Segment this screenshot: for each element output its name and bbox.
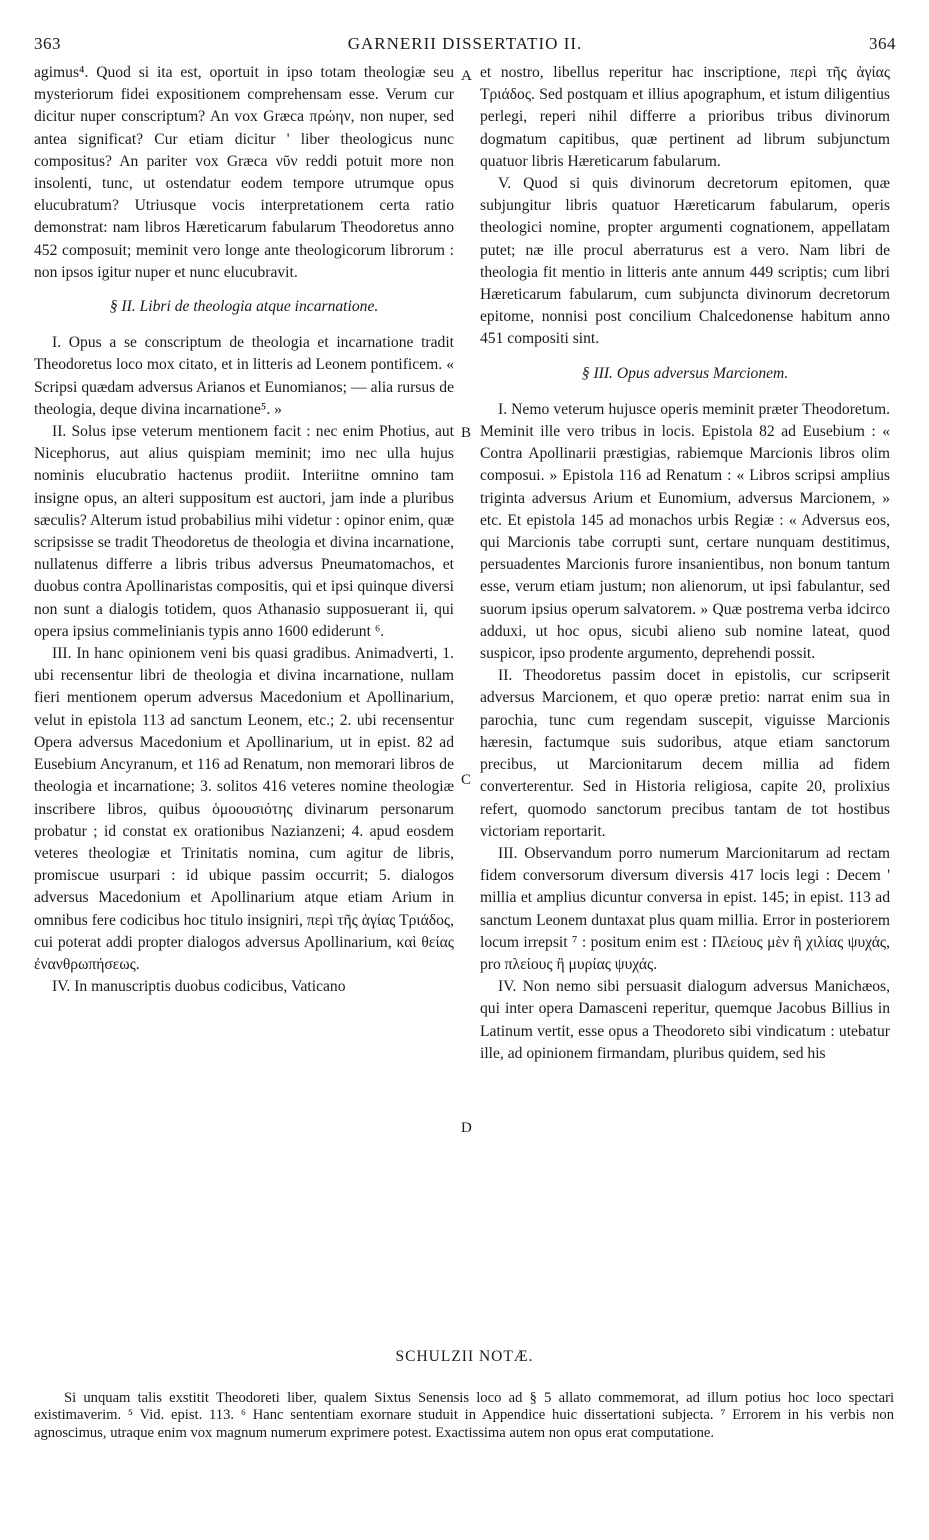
page-number-left: 363 — [34, 34, 61, 53]
paragraph: agimus⁴. Quod si ita est, oportuit in ipso totam theologiæ seu mysteriorum fidei expositionem comprehensam esse. Verum cur dicitur nuper conscriptum? An vox Græca πρώην, non nuper, sed antea significat? Cur etiam dicitur ' liber theologicus nunc compositus? An pariter vox Græca νῦν reddi potuit more non insolenti, tunc, ut ostendatur eodem tempore utrumque opus elucubratum? Utriusque vocis interpretationem certa ratio demonstrat: nam libros Hæreticarum fabularum Theodoretus anno 452 composuit; meminit vero longe ante theologicorum librorum : non ipsos igitur nuper et nunc elucubravit. — [34, 64, 454, 281]
paragraph: II. Solus ipse veterum mentionem facit : nec enim Photius, aut Nicephorus, aut alius quispiam meminit; imo nec ulla hujus nominis elucubratio hactenus prodiit. Interiitne omnino tam insigne opus, an alteri suppositum est auctori, jam inde a pluribus sæculis? Alterum istud probabilius mihi videtur : opinor enim, quæ scripsisse se tradit Theodoretus de theologia et divina incarnatione, nullatenus differre a libris tribus adversus Pneumatomachos, et duobus contra Apollinaristas compositis, qui et ipsi quinque diversi non sunt a dialogis totidem, quos Athanasio supposuerant ii, qui opera ipsius commelinianis typis anno 1600 ediderunt ⁶. — [34, 423, 454, 640]
page-number-right: 364 — [869, 34, 896, 53]
paragraph: V. Quod si quis divinorum decretorum epitomen, quæ subjungitur libris quatuor Hæreticarum fabularum, operis theologici nomine, propter argumenti cognationem, appellatam putet; næ ille procul aberraturus est a vero. Nam libri de theologia fit mentio in litteris ante annum 449 scriptis; cum libri Hæreticarum fabularum, cum subjuncta divinorum decretorum epitome, nonnisi post concilium Chalcedonense habitum anno 451 compositi sint. — [480, 175, 890, 348]
footnote-text: Si unquam talis exstitit Theodoreti liber, qualem Sixtus Senensis loco ad § 5 allato commemorat, ad illum potius hoc loco spectari existimaverim. ⁵ Vid. epist. 113. ⁶ Hanc sententiam exornare studuit in Appendice huic dissertationi subjecta. ⁷ Errorem in his verbis non agnoscimus, utraque enim vox magnum numerum exprimere potest. Exactissima autem non opus erat computatione. — [34, 1390, 894, 1441]
left-column — [34, 62, 454, 998]
paragraph: I. Opus a se conscriptum de theologia et incarnatione tradit Theodoretus loco mox citato, et in litteris ad Leonem pontificem. « Scripsi quædam adversus Arianos et Eunomianos; — alia rursus de theologia, deque divina incarnatione⁵. » — [34, 334, 454, 418]
notes-heading: SCHULZII NOTÆ. — [395, 1348, 534, 1365]
running-title: GARNERII DISSERTATIO II. — [347, 34, 583, 53]
paragraph: III. In hanc opinionem veni bis quasi gradibus. Animadverti, 1. ubi recensentur libri de theologia et divina incarnatione, nullam fieri mentionem operum adversus Macedonium et Apollinarium, velut in epistola 113 ad sanctum Leonem, etc.; 2. ubi recensentur Opera adversus Macedonium et Apollinarium, ut in epist. 82 ad Eusebium Ancyranum, et 116 ad Renatum, non memorari libros de theologia et incarnatione; 3. solitos 416 veteres nomine theologiæ inscribere libros, quibus ὁμοουσιότης divinarum personarum probatur ; id constat ex orationibus Nazianzeni; 4. apud eosdem veteres theologiæ et Trinitatis nomina, cum agitur de libris, promiscue usurpari : id ubique passim occurrit; 5. dialogos adversus Macedonium et Apollinarium atque etiam Arium in omnibus fere codicibus hoc titulo insigniri, περὶ τῆς ἁγίας Τριάδος, cui poterat addi propter dialogos adversus Apollinarium, καὶ θείας ἐνανθρωπήσεως. — [34, 645, 454, 973]
margin-marker-d: D — [461, 1120, 472, 1136]
margin-marker-c: C — [461, 772, 472, 788]
margin-marker-a: A — [461, 68, 472, 84]
margin-marker-b: B — [461, 425, 472, 441]
right-column — [480, 62, 890, 1065]
paragraph: IV. In manuscriptis duobus codicibus, Vaticano — [52, 978, 346, 996]
section-heading: § III. Opus adversus Marcionem. — [581, 364, 789, 382]
paragraph: I. Nemo veterum hujusce operis meminit præter Theodoretum. Meminit ille vero tribus in locis. Epistola 82 ad Eusebium : « Contra Apollinarii præstigias, rabiemque Marcionis libros olim composui. » Epistola 116 ad Renatum : « Libros scripsi amplius triginta adversus Arium et Eunomium, adversus Marcionem, » etc. Et epistola 145 ad monachos urbis Regiæ : « Adversus eos, qui Marcionis tabe corrupti sunt, certare nunquam destitimus, persuadentes Marcionis furore insanientibus, non bonum tantum esse, verum etiam justum; non alienorum, ut ipsi fabulantur, sed suorum ipsius operum salvatorem. » Quæ postrema verba idcirco adduxi, ut hoc opus, sicubi alieno sub nomine lateat, quod suspicor, ipso prodente argumento, deprehendi possit. — [480, 400, 890, 663]
paragraph: III. Observandum porro numerum Marcionitarum ad rectam fidem conversorum diversum diversis 417 locis legi : Decem ' millia et amplius dicuntur conversa in epist. 145; in epist. 113 ad sanctum Leonem duntaxat plus quam millia. Error in posteriorem locum irrepsit ⁷ : positum enim est : Πλείους μὲν ἢ χιλίας ψυχάς, pro πλείους ἢ μυρίας ψυχάς. — [480, 844, 890, 973]
paragraph: II. Theodoretus passim docet in epistolis, cur scripserit adversus Marcionem, et quo operæ pretio: narrat enim sua in parochia, tunc cum regendam suscepit, viguisse Marcionis hæresin, factumque suis sudoribus, atque etiam sanctorum precibus, ut Marcionitarum decem millia ad fidem converterentur. Sed in Historia religiosa, capite 20, prolixius refert, quomodo sanctorum precibus tantam de tot hostibus victoriam reportarit. — [480, 667, 890, 840]
paragraph: et nostro, libellus reperitur hac inscriptione, περὶ τῆς ἁγίας Τριάδος. Sed postquam et illius apographum, et istum diligentius perlegi, reperi nihil differre a prioribus tribus divinorum dogmatum capitibus, quæ pertinent ad librum subjunctum quatuor libris Hæreticarum fabularum. — [480, 64, 890, 170]
paragraph: IV. Non nemo sibi persuasit dialogum adversus Manichæos, qui inter opera Damasceni reperitur, quemque Jacobus Billius in Latinum vertit, esse opus a Theodoreto sibi vindicatum : utebatur ille, ad opinionem firmandam, pluribus quidem, sed his — [480, 978, 890, 1062]
page-header — [34, 34, 896, 58]
footnotes — [34, 1390, 894, 1442]
section-heading: § II. Libri de theologia atque incarnatione. — [109, 298, 379, 316]
